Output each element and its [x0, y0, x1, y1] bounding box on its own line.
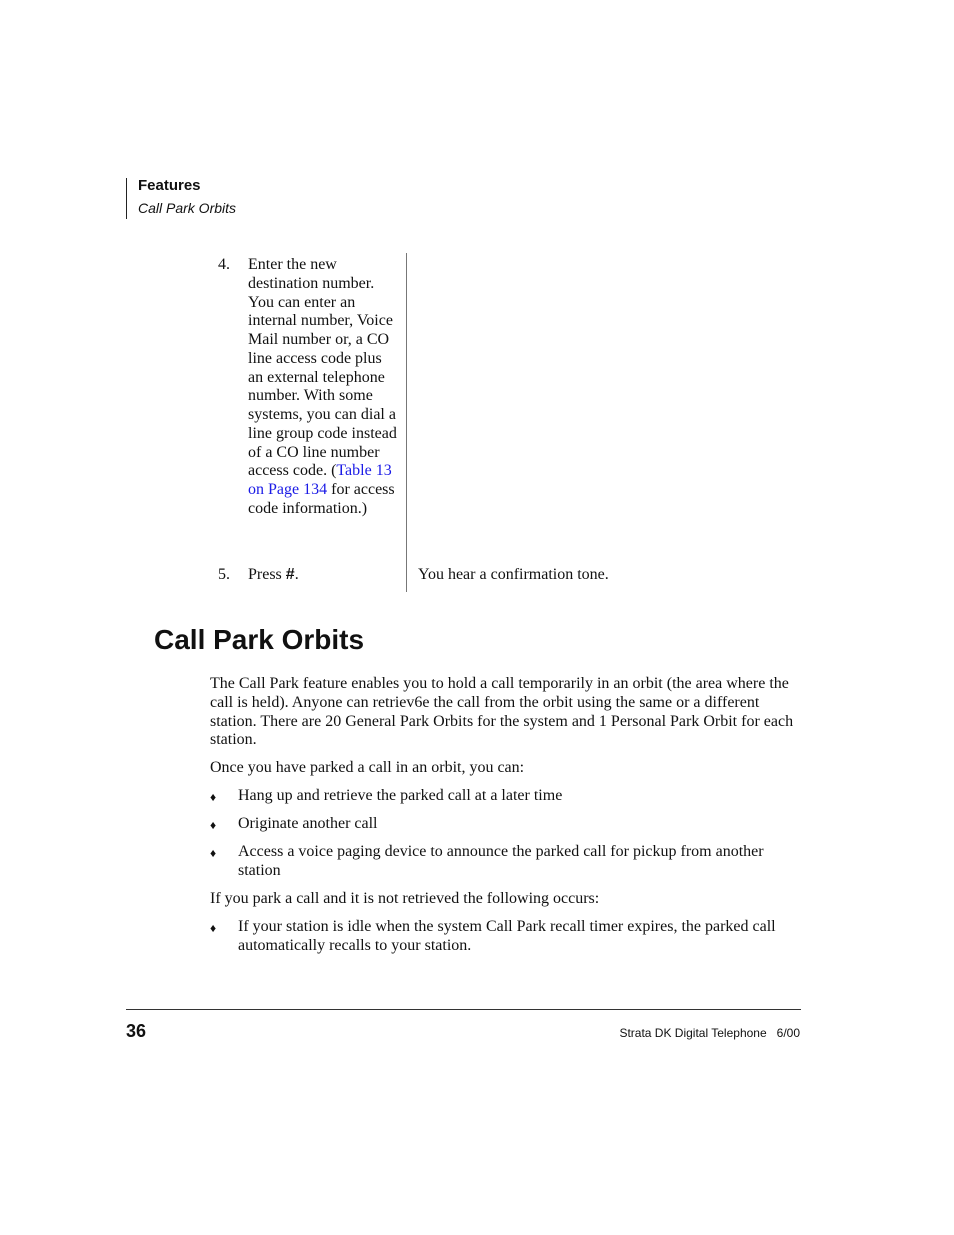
step-text-after-link: for access code information.): [248, 481, 395, 517]
bullet-diamond-icon: ♦: [210, 818, 217, 832]
step-number: 4.: [218, 256, 230, 273]
table-13-link[interactable]: Table 13 on Page 134: [248, 462, 392, 498]
bullet-diamond-icon: ♦: [210, 921, 217, 935]
step-text: [248, 256, 400, 519]
parked-intro-paragraph: Once you have parked a call in an orbit, you can:: [210, 759, 525, 776]
list-item-text: Originate another call: [238, 815, 378, 832]
step-text-before-link: Enter the new destination number. You can enter an internal number, Voice Mail number or, a CO line access code plus an external telephone number. With some systems, you can dial a line group code instead of a CO line number access code. (: [248, 256, 397, 480]
step-text-before-key: Press: [248, 566, 286, 583]
footer-rule: [126, 1009, 801, 1010]
pound-key: #: [285, 566, 295, 583]
intro-paragraph: The Call Park feature enables you to hold a call temporarily in an orbit (the area where the call is held). Anyone can retriev6e the call from the orbit using the same or a different station. There are 20 General Park Orbits for the system and 1 Personal Park Orbit for each station.: [210, 675, 794, 749]
footer-doc-title: Strata DK Digital Telephone 6/00: [619, 1026, 800, 1040]
step-number: 5.: [218, 566, 230, 583]
header-rule: [126, 178, 127, 219]
step-text: [248, 566, 400, 585]
list-item-text: Access a voice paging device to announce the parked call for pickup from another station: [238, 843, 764, 879]
step-column-divider: [406, 253, 407, 592]
list-item-text: Hang up and retrieve the parked call at a later time: [238, 787, 563, 804]
not-retrieved-intro-paragraph: If you park a call and it is not retrieved the following occurs:: [210, 890, 600, 907]
step-text-after-key: .: [294, 566, 299, 583]
bullet-diamond-icon: ♦: [210, 790, 217, 804]
list-item-text: If your station is idle when the system Call Park recall timer expires, the parked call automatically recalls to your station.: [238, 918, 776, 954]
step-5-result: You hear a confirmation tone.: [418, 566, 609, 583]
bullet-diamond-icon: ♦: [210, 846, 217, 860]
page-number: 36: [126, 1021, 147, 1041]
running-header-subtitle: Call Park Orbits: [138, 200, 237, 216]
running-header-title: Features: [138, 177, 201, 194]
section-title: Call Park Orbits: [154, 624, 365, 655]
